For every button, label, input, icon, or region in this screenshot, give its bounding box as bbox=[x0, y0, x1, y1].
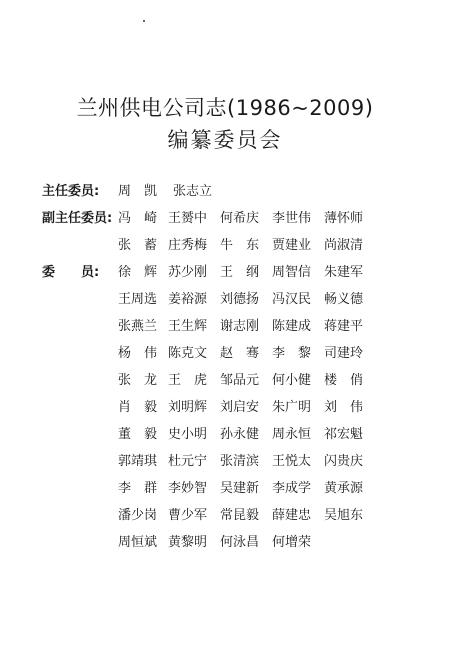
document-title: 兰州供电公司志(1986~2009) bbox=[76, 96, 374, 120]
member-name: 蒋建平 bbox=[324, 319, 364, 334]
member-name: 牛 东 bbox=[220, 238, 260, 253]
member-name: 赵 骞 bbox=[220, 346, 260, 361]
member-name: 苏少刚 bbox=[168, 265, 208, 280]
role-vice-chair-label: 副主任委员: bbox=[42, 211, 113, 226]
member-name: 刘启安 bbox=[220, 400, 260, 415]
member-name: 何泳昌 bbox=[220, 535, 260, 550]
member-name: 张燕兰 bbox=[118, 319, 158, 334]
member-name: 吴建新 bbox=[220, 481, 260, 496]
member-name: 朱广明 bbox=[272, 400, 312, 415]
member-name: 张志立 bbox=[173, 184, 213, 199]
member-name: 刘德扬 bbox=[220, 292, 260, 307]
member-name: 黄黎明 bbox=[168, 535, 208, 550]
member-name: 周智信 bbox=[272, 265, 312, 280]
member-name: 畅义德 bbox=[324, 292, 364, 307]
role-chair-label: 主任委员: bbox=[42, 184, 100, 199]
member-name: 张清滨 bbox=[220, 454, 260, 469]
page-mark bbox=[143, 20, 145, 22]
member-name: 祁宏魁 bbox=[324, 427, 364, 442]
member-name: 庄秀梅 bbox=[168, 238, 208, 253]
member-name: 冯汉民 bbox=[272, 292, 312, 307]
role-members-label: 委 员: bbox=[42, 265, 100, 280]
member-name: 吴旭东 bbox=[324, 508, 364, 523]
member-name: 李世伟 bbox=[272, 211, 312, 226]
member-name: 何小健 bbox=[272, 373, 312, 388]
member-name: 杜元宁 bbox=[168, 454, 208, 469]
member-name: 黄承源 bbox=[324, 481, 364, 496]
member-name: 郭靖琪 bbox=[118, 454, 158, 469]
member-name: 王周选 bbox=[118, 292, 158, 307]
member-name: 周永恒 bbox=[272, 427, 312, 442]
member-name: 张 蓄 bbox=[118, 238, 158, 253]
member-name: 周恒斌 bbox=[118, 535, 158, 550]
member-name: 潘少岗 bbox=[118, 508, 158, 523]
member-name: 冯 崎 bbox=[118, 211, 158, 226]
member-name: 薛建忠 bbox=[272, 508, 312, 523]
member-name: 朱建军 bbox=[324, 265, 364, 280]
member-name: 何增荣 bbox=[272, 535, 312, 550]
member-name: 周 凯 bbox=[118, 184, 158, 199]
member-name: 司建玲 bbox=[324, 346, 364, 361]
member-name: 楼 俏 bbox=[324, 373, 364, 388]
member-name: 常昆毅 bbox=[220, 508, 260, 523]
member-name: 杨 伟 bbox=[118, 346, 158, 361]
member-name: 贾建业 bbox=[272, 238, 312, 253]
member-name: 姜裕源 bbox=[168, 292, 208, 307]
member-name: 陈建成 bbox=[272, 319, 312, 334]
member-name: 邹品元 bbox=[220, 373, 260, 388]
member-name: 曹少军 bbox=[168, 508, 208, 523]
member-name: 王赟中 bbox=[168, 211, 208, 226]
member-name: 王 虎 bbox=[168, 373, 208, 388]
member-name: 孙永健 bbox=[220, 427, 260, 442]
member-name: 董 毅 bbox=[118, 427, 158, 442]
member-name: 陈克文 bbox=[168, 346, 208, 361]
member-name: 闪贵庆 bbox=[324, 454, 364, 469]
member-name: 史小明 bbox=[168, 427, 208, 442]
member-name: 张 龙 bbox=[118, 373, 158, 388]
member-name: 李 群 bbox=[118, 481, 158, 496]
member-name: 何希庆 bbox=[220, 211, 260, 226]
member-name: 李妙智 bbox=[168, 481, 208, 496]
member-name: 王 纲 bbox=[220, 265, 260, 280]
member-name: 刘明辉 bbox=[168, 400, 208, 415]
member-name: 薄怀师 bbox=[324, 211, 364, 226]
member-name: 尚淑清 bbox=[324, 238, 364, 253]
member-name: 李 黎 bbox=[272, 346, 312, 361]
member-name: 王悦太 bbox=[272, 454, 312, 469]
member-name: 李成学 bbox=[272, 481, 312, 496]
committee-heading: 编纂委员会 bbox=[167, 128, 283, 152]
member-name: 刘 伟 bbox=[324, 400, 364, 415]
member-name: 肖 毅 bbox=[118, 400, 158, 415]
member-name: 徐 辉 bbox=[118, 265, 158, 280]
member-name: 谢志刚 bbox=[220, 319, 260, 334]
member-name: 王生辉 bbox=[168, 319, 208, 334]
